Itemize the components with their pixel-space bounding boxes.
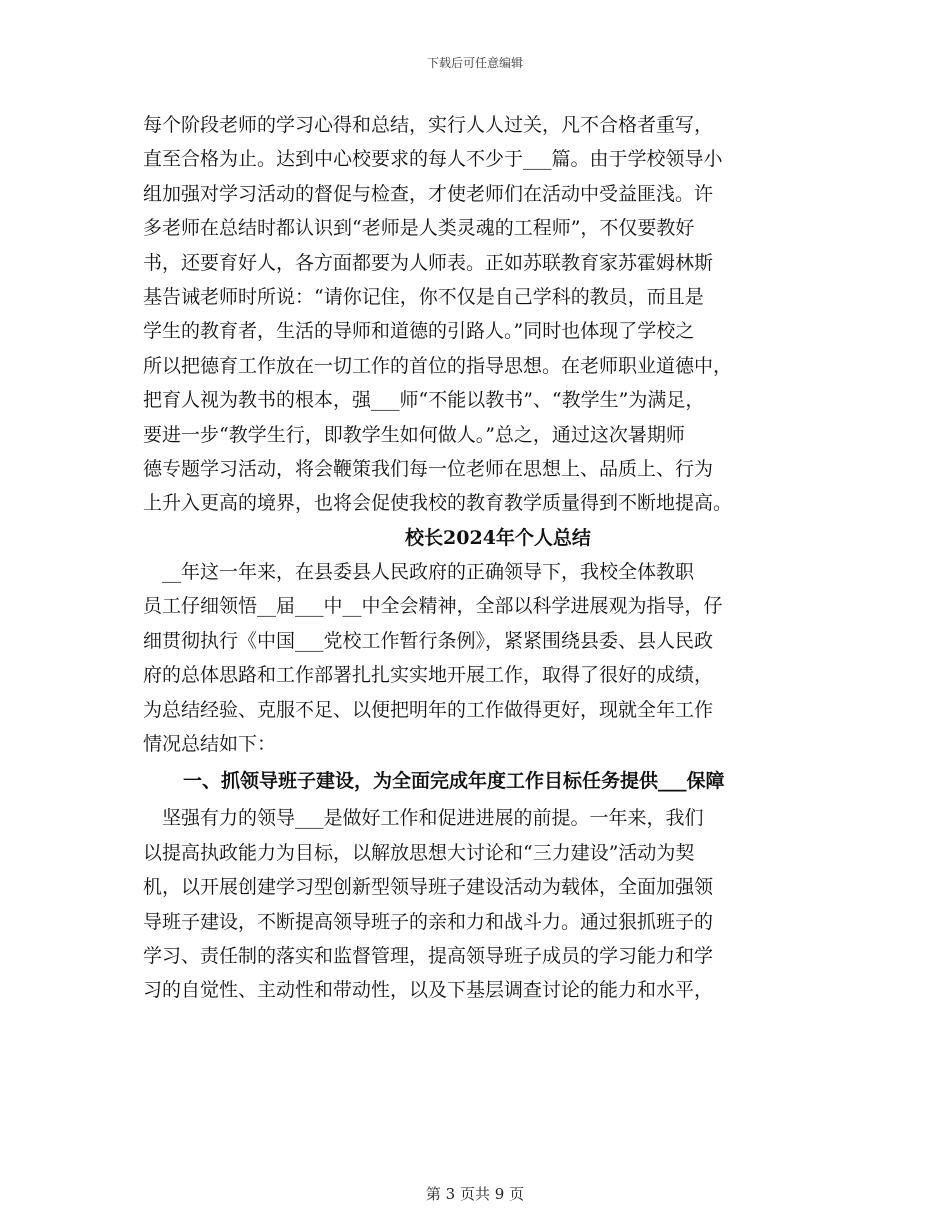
text-line: 坚强有力的领导___是做好工作和促进进展的前提。一年来，我们 — [143, 807, 704, 830]
text-line: 德专题学习活动，将会鞭策我们每一位老师在思想上、品质上、行为 — [143, 457, 714, 480]
text-line: 细贯彻执行《中国___党校工作暂行条例》，紧紧围绕县委、县人民政 — [143, 629, 714, 652]
text-line: 把育人视为教书的根本，强___师“不能以教书”、“教学生”为满足， — [143, 389, 705, 412]
text-line: 所以把德育工作放在一切工作的首位的指导思想。在老师职业道德中， — [143, 354, 733, 377]
text-line: 要进一步“教学生行，即教学生如何做人。”总之，通过这次暑期师 — [143, 423, 685, 446]
text-line: 直至合格为止。达到中心校要求的每人不少于___篇。由于学校领导小 — [143, 148, 723, 171]
text-line: __年这一年来，在县委县人民政府的正确领导下，我校全体教职 — [143, 561, 695, 584]
text-line: 导班子建设，不断提高领导班子的亲和力和战斗力。通过狠抓班子的 — [143, 910, 714, 933]
text-line: 组加强对学习活动的督促与检查，才使老师们在活动中受益匪浅。许 — [143, 182, 714, 205]
text-line: 府的总体思路和工作部署扎扎实实地开展工作，取得了很好的成绩， — [143, 664, 714, 687]
page-number: 第 3 页共 9 页 — [425, 1185, 525, 1203]
document-title: 校长2024年个人总结 — [405, 526, 591, 549]
text-line: 每个阶段老师的学习心得和总结，实行人人过关，凡不合格者重写， — [143, 114, 714, 136]
section-heading: 一、抓领导班子建设，为全面完成年度工作目标任务提供___保障 — [183, 770, 725, 793]
text-line: 情况总结如下： — [143, 733, 277, 756]
document-body — [143, 108, 833, 1008]
text-line: 基告诫老师时所说：“请你记住，你不仅是自己学科的教员，而且是 — [143, 285, 704, 308]
paragraph-3 — [143, 801, 833, 1007]
text-line: 多老师在总结时都认识到“老师是人类灵魂的工程师”，不仅要教好 — [143, 217, 695, 240]
text-line: 员工仔细领悟__届___中__中全会精神，全部以科学进展观为指导，仔 — [143, 595, 723, 618]
text-line: 书，还要育好人，各方面都要为人师表。正如苏联教育家苏霍姆林斯 — [143, 251, 714, 274]
text-line: 学习、责任制的落实和监督管理，提高领导班子成员的学习能力和学 — [143, 944, 714, 967]
text-line: 上升入更高的境界，也将会促使我校的教育教学质量得到不断地提高。 — [143, 492, 733, 515]
paragraph-2 — [143, 555, 833, 761]
paragraph-1 — [143, 108, 833, 521]
text-line: 机，以开展创建学习型创新型领导班子建设活动为载体，全面加强领 — [143, 876, 714, 899]
page-header: 下载后可任意编辑 — [426, 56, 523, 70]
text-line: 以提高执政能力为目标，以解放思想大讨论和“三力建设”活动为契 — [143, 841, 695, 864]
text-line: 习的自觉性、主动性和带动性，以及下基层调查讨论的能力和水平， — [143, 979, 714, 1002]
text-line: 学生的教育者，生活的导师和道德的引路人。”同时也体现了学校之 — [143, 320, 695, 343]
text-line: 为总结经验、克服不足、以便把明年的工作做得更好，现就全年工作 — [143, 698, 714, 721]
